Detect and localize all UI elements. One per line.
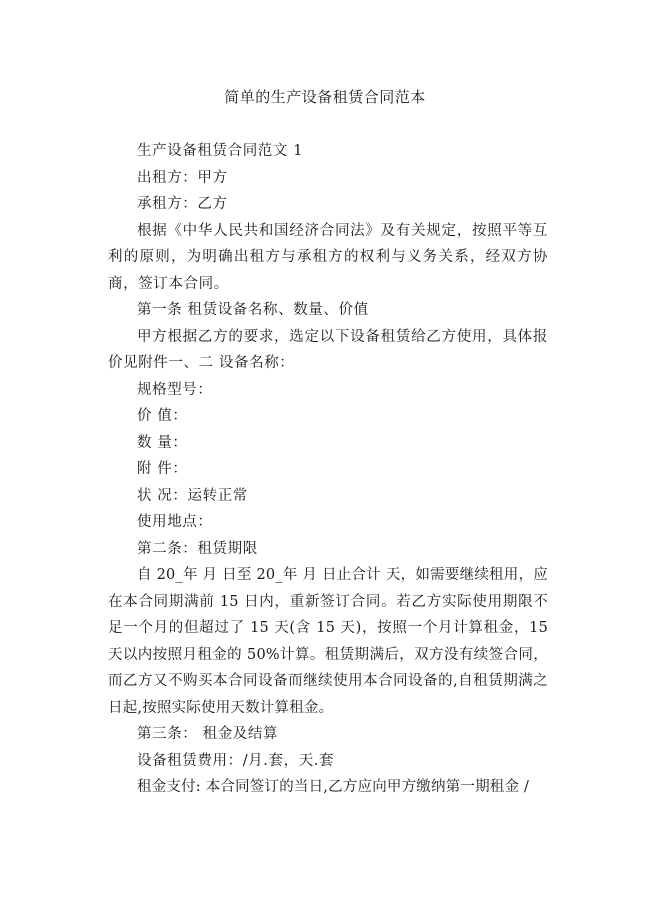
paragraph-preamble: 根据《中华人民共和国经济合同法》及有关规定，按照平等互利的原则，为明确出租方与承租方的权利与义务关系，经双方协商，签订本合同。 (108, 222, 548, 292)
document-body (108, 138, 548, 801)
paragraph-payment: 租金支付: 本合同签订的当日,乙方应向甲方缴纳第一期租金 / (137, 779, 530, 795)
paragraph-quantity: 数 量： (137, 434, 188, 451)
paragraph-article-1-body: 甲方根据乙方的要求，选定以下设备租赁给乙方使用，具体报价见附件一、二 设备名称： (108, 328, 548, 371)
paragraph-model: 规格型号： (137, 381, 213, 398)
paragraph-location: 使用地点： (137, 514, 213, 530)
paragraph-value: 价 值： (137, 408, 188, 424)
paragraph-lessee: 承租方：乙方 (137, 196, 228, 212)
paragraph-lessor: 出租方：甲方 (137, 169, 228, 186)
paragraph-heading: 生产设备租赁合同范文 1 (137, 143, 304, 159)
paragraph-article-3-title: 第三条： 租金及结算 (137, 726, 279, 742)
paragraph-article-2-title: 第二条：租赁期限 (137, 540, 258, 557)
paragraph-article-2-body: 自 20_年 月 日至 20_年 月 日止合计 天，如需要继续租用，应在本合同期满前 15 日内，重新签订合同。若乙方实际使用期限不足一个月的但超过了 15 天(含 15 天)，按照一个月计算租金，15 天以内按照月租金的 50%计算。租赁期满后，双方没有续签合同，而乙方又不购买本合同设备而继续使用本合同设备的,自租赁期满之日起,按照实际使用天数计算租金。 (108, 567, 548, 716)
paragraph-condition: 状 况：运转正常 (137, 487, 248, 504)
paragraph-attachment: 附 件： (137, 461, 188, 477)
paragraph-rental-fee: 设备租赁费用：/月.套，天.套 (137, 752, 335, 769)
paragraph-article-1-title: 第一条 租赁设备名称、数量、价值 (137, 302, 369, 318)
document-title: 简单的生产设备租赁合同范本 (224, 88, 426, 106)
